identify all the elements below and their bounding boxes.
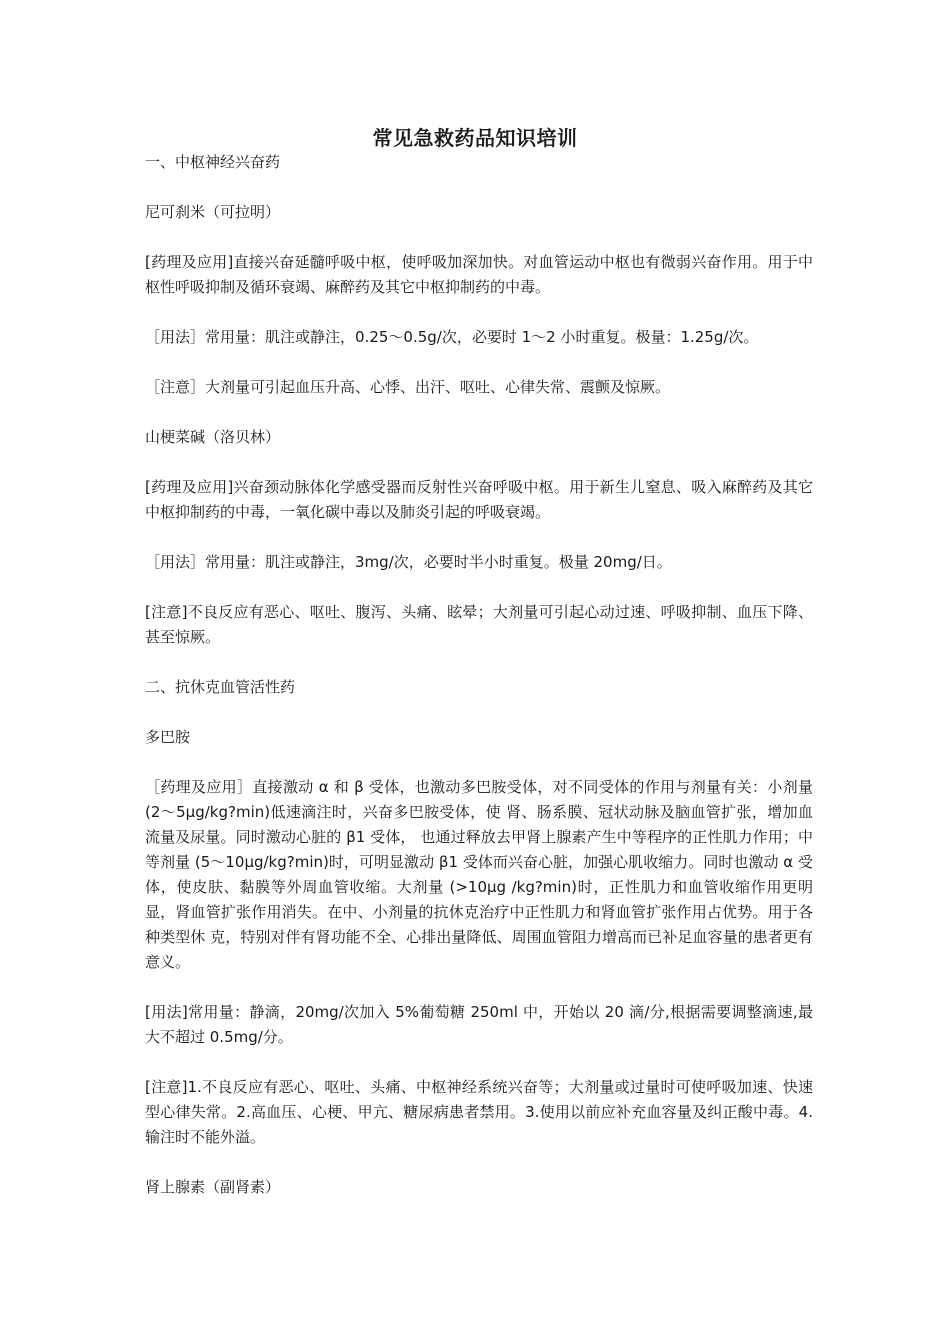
section-heading-cns-stimulants: 一、中枢神经兴奋药	[145, 153, 281, 171]
drug-name-lobeline: 山梗菜碱（洛贝林）	[145, 428, 281, 446]
drug-name-nikethamide: 尼可刹米（可拉明）	[145, 203, 281, 221]
lobeline-usage: ［用法］常用量：肌注或静注，3mg/次，必要时半小时重复。极量 20mg/日。	[145, 553, 672, 571]
drug-name-adrenaline: 肾上腺素（副肾素）	[145, 1178, 281, 1196]
nikethamide-usage: ［用法］常用量：肌注或静注，0.25～0.5g/次，必要时 1～2 小时重复。极量：1.25g/次。	[145, 328, 759, 346]
lobeline-notes: [注意]不良反应有恶心、呕吐、腹泻、头痛、眩晕；大剂量可引起心动过速、呼吸抑制、血压下降、甚至惊厥。	[145, 603, 813, 646]
drug-name-dopamine: 多巴胺	[145, 728, 191, 746]
nikethamide-notes: ［注意］大剂量可引起血压升高、心悸、出汗、呕吐、心律失常、震颤及惊厥。	[145, 378, 671, 396]
document-title: 常见急救药品知识培训	[372, 126, 578, 150]
document-body	[145, 150, 813, 1225]
dopamine-usage: [用法]常用量：静滴，20mg/次加入 5%葡萄糖 250ml 中，开始以 20 滴/分,根据需要调整滴速,最大不超过 0.5mg/分。	[145, 1003, 813, 1046]
nikethamide-pharmacology: [药理及应用]直接兴奋延髓呼吸中枢，使呼吸加深加快。对血管运动中枢也有微弱兴奋作用。用于中枢性呼吸抑制及循环衰竭、麻醉药及其它中枢抑制药的中毒。	[145, 253, 813, 296]
lobeline-pharmacology: [药理及应用]兴奋颈动脉体化学感受器而反射性兴奋呼吸中枢。用于新生儿窒息、吸入麻醉药及其它中枢抑制药的中毒，一氧化碳中毒以及肺炎引起的呼吸衰竭。	[145, 478, 813, 521]
dopamine-pharmacology: ［药理及应用］直接激动 α 和 β 受体，也激动多巴胺受体，对不同受体的作用与剂量有关：小剂量(2～5μg/kg?min)低速滴注时，兴奋多巴胺受体，使 肾、肠系膜、冠状动脉及脑血管扩张，增加血流量及尿量。同时激动心脏的 β1 受体， 也通过释放去甲肾上腺素产生中等程序的正性肌力作用；中等剂量 (5～10μg/kg?min)时，可明显激动 β1 受体而兴奋心脏，加强心肌收缩力。同时也激动 α 受体，使皮肤、黏膜等外周血管收缩。大剂量 (>10μg /kg?min)时，正性肌力和血管收缩作用更明显，肾血管扩张作用消失。在中、小剂量的抗休克治疗中正性肌力和肾血管扩张作用占优势。用于各种类型休 克，特别对伴有肾功能不全、心排出量降低、周围血管阻力增高而已补足血容量的患者更有意义。	[145, 778, 813, 971]
dopamine-notes: [注意]1.不良反应有恶心、呕吐、头痛、中枢神经系统兴奋等；大剂量或过量时可使呼吸加速、快速型心律失常。2.高血压、心梗、甲亢、糖尿病患者禁用。3.使用以前应补充血容量及纠正酸中毒。4.输注时不能外溢。	[145, 1078, 813, 1146]
section-heading-antishock: 二、抗休克血管活性药	[145, 678, 296, 696]
